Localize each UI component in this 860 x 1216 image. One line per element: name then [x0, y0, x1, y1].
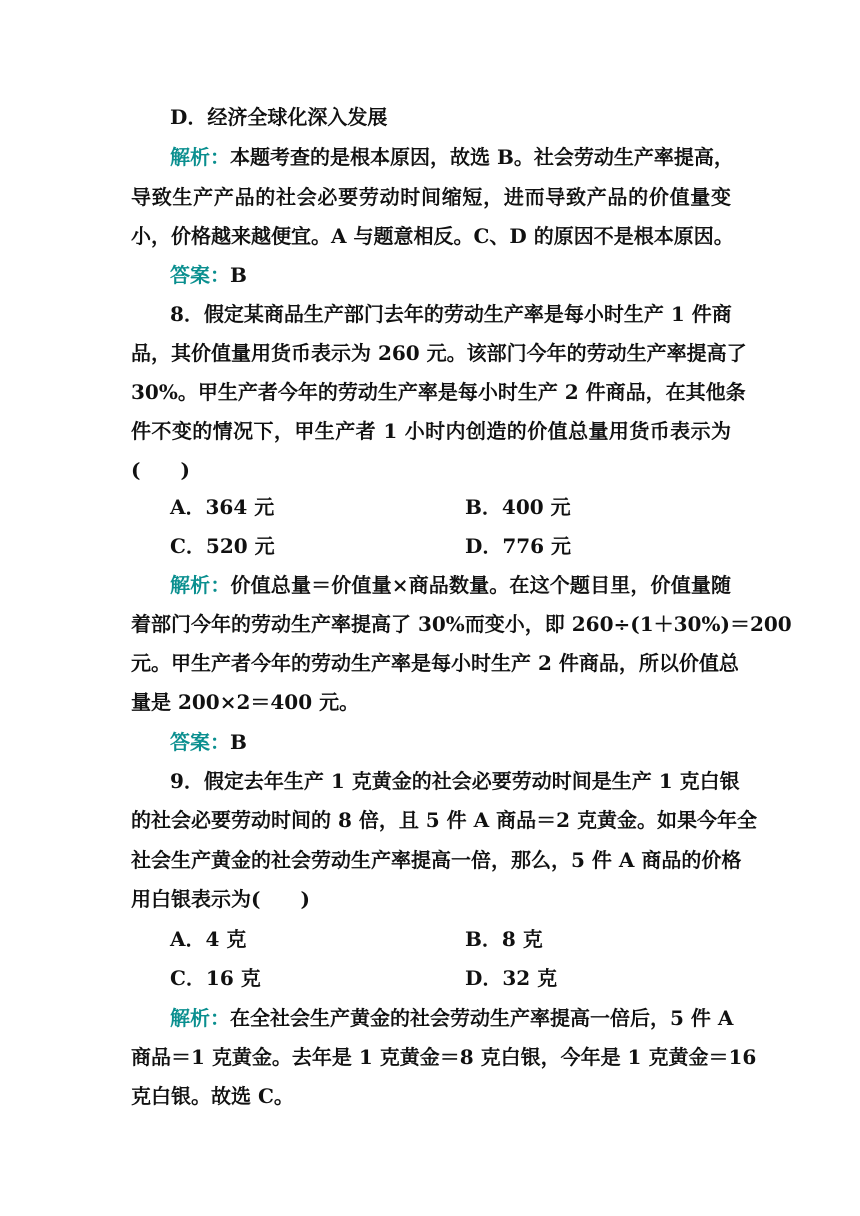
- q9-analysis-line: [170, 998, 734, 1038]
- q8-stem-line: 8．假定某商品生产部门去年的劳动生产率是每小时生产 1 件商: [170, 302, 732, 326]
- q7-analysis-line: [170, 137, 734, 177]
- answer-label: 答案：: [170, 263, 230, 287]
- q8-answer: [170, 722, 731, 762]
- q7-analysis-line: 导致生产产品的社会必要劳动时间缩短，进而导致产品的价值量变: [131, 185, 731, 209]
- q9-analysis-line: 克白银。故选 C。: [131, 1084, 294, 1108]
- analysis-text: 价值总量＝价值量×商品数量。在这个题目里，价值量随: [230, 573, 732, 597]
- q8-stem-line: ( ): [131, 458, 190, 482]
- analysis-label: 解析：: [170, 573, 231, 597]
- q8-stem-line: 件不变的情况下，甲生产者 1 小时内创造的价值总量用货币表示为: [131, 419, 731, 443]
- q9-stem-line: 用白银表示为( ): [131, 887, 310, 911]
- q8-analysis-line: 着部门今年的劳动生产率提高了 30%而变小，即 260÷(1＋30%)＝200: [131, 612, 792, 636]
- q9-option-b: B．8 克: [465, 927, 543, 951]
- answer-value: B: [230, 263, 247, 287]
- answer-value: B: [230, 730, 247, 754]
- q8-analysis-line: [170, 565, 731, 605]
- q9-option-a: A．4 克: [170, 927, 247, 951]
- q8-stem-line: 品，其价值量用货币表示为 260 元。该部门今年的劳动生产率提高了: [131, 341, 747, 365]
- q9-option-d: D．32 克: [465, 966, 558, 990]
- q8-option-a: A．364 元: [170, 495, 275, 519]
- analysis-label: 解析：: [170, 145, 230, 169]
- answer-label: 答案：: [170, 730, 230, 754]
- q7-option-d: D．经济全球化深入发展: [170, 105, 388, 129]
- analysis-text: 本题考查的是根本原因，故选 B。社会劳动生产率提高，: [230, 145, 734, 169]
- q9-analysis-line: 商品＝1 克黄金。去年是 1 克黄金＝8 克白银，今年是 1 克黄金＝16: [131, 1045, 757, 1069]
- analysis-label: 解析：: [170, 1006, 230, 1030]
- q8-analysis-line: 量是 200×2＝400 元。: [131, 690, 360, 714]
- q9-stem-line: 9．假定去年生产 1 克黄金的社会必要劳动时间是生产 1 克白银: [170, 769, 740, 793]
- q8-option-d: D．776 元: [465, 534, 572, 558]
- q8-option-b: B．400 元: [465, 495, 571, 519]
- q9-stem-line: 社会生产黄金的社会劳动生产率提高一倍，那么，5 件 A 商品的价格: [131, 848, 742, 872]
- q9-stem-line: 的社会必要劳动时间的 8 倍，且 5 件 A 商品＝2 克黄金。如果今年全: [131, 808, 758, 832]
- q8-stem-line: 30%。甲生产者今年的劳动生产率是每小时生产 2 件商品，在其他条: [131, 380, 746, 404]
- q8-option-c: C．520 元: [170, 534, 275, 558]
- q9-option-c: C．16 克: [170, 966, 261, 990]
- q7-analysis-line: 小，价格越来越便宜。A 与题意相反。C、D 的原因不是根本原因。: [131, 224, 734, 248]
- q8-analysis-line: 元。甲生产者今年的劳动生产率是每小时生产 2 件商品，所以价值总: [131, 651, 739, 675]
- q7-answer: [170, 255, 731, 295]
- analysis-text: 在全社会生产黄金的社会劳动生产率提高一倍后，5 件 A: [230, 1006, 734, 1030]
